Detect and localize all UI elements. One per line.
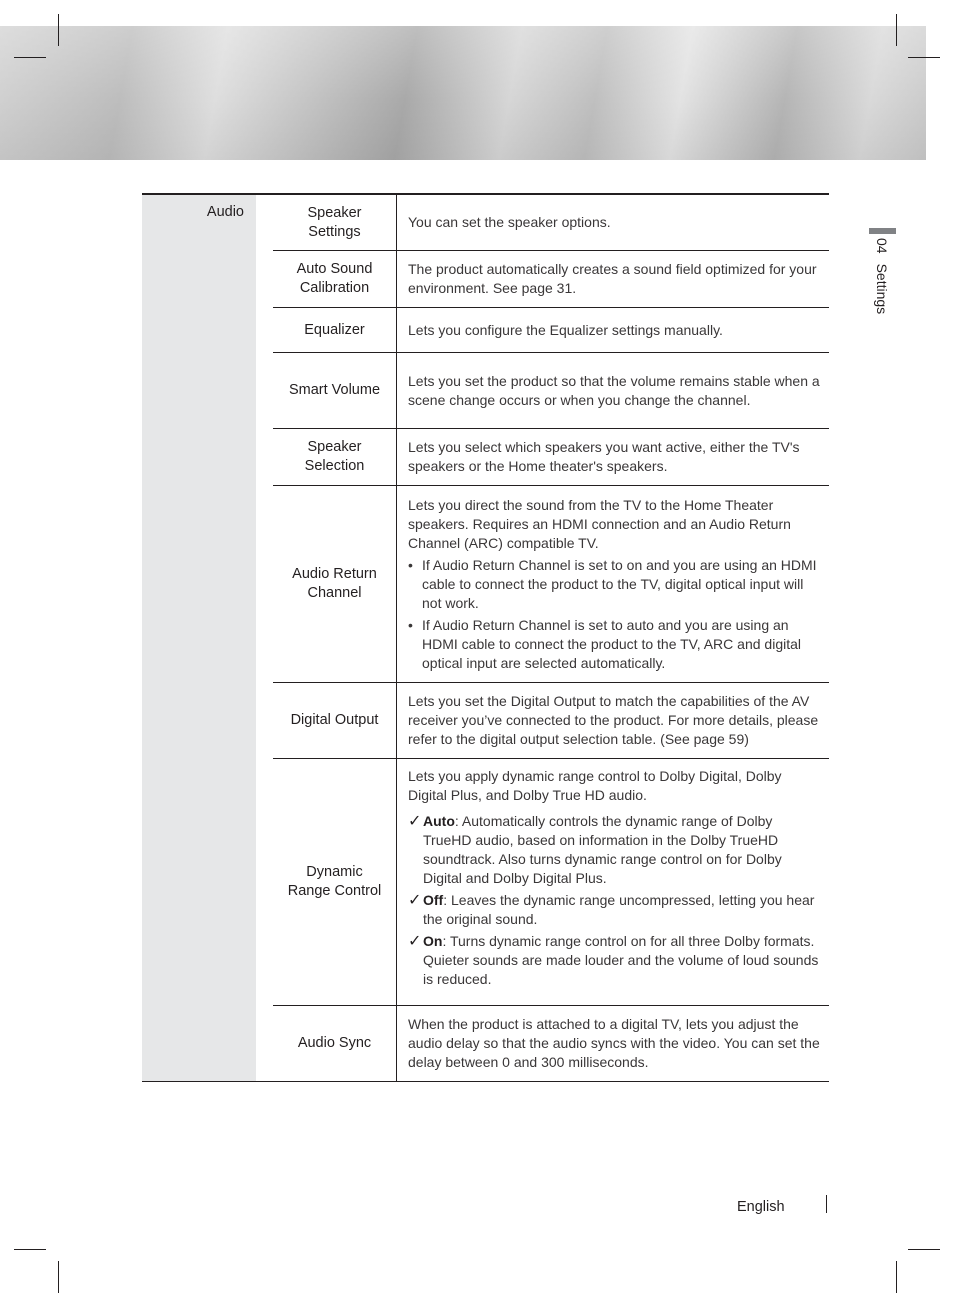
chapter-tab	[874, 238, 890, 314]
bullet-icon: •	[408, 556, 413, 573]
checkmark-icon: ✓	[408, 933, 422, 950]
setting-name: Audio Sync	[273, 1006, 397, 1081]
crop-mark	[58, 1261, 59, 1293]
setting-name: Audio Return Channel	[273, 486, 397, 682]
category-column	[142, 193, 256, 1082]
table-row	[273, 1006, 829, 1081]
checkmark-icon: ✓	[408, 892, 422, 909]
bullet-icon: •	[408, 616, 413, 633]
table-row	[273, 486, 829, 683]
setting-name: Equalizer	[273, 308, 397, 352]
option-term: Off	[423, 892, 444, 908]
bullet-item	[408, 556, 821, 613]
table-row	[273, 429, 829, 486]
setting-name: Digital Output	[273, 683, 397, 758]
checkmark-icon: ✓	[408, 813, 422, 830]
description-text: Lets you set the Digital Output to match the capabilities of the AV receiver you’ve connected to the product. For more details, please refer to the digital output selection table. (See page 59)	[408, 693, 819, 747]
table-bottom-rule	[142, 1081, 829, 1082]
crop-mark	[896, 14, 897, 46]
table-row	[273, 251, 829, 308]
setting-description	[397, 759, 829, 1005]
footer-divider	[826, 1195, 827, 1213]
setting-name: Auto Sound Calibration	[273, 251, 397, 307]
setting-description	[397, 308, 829, 352]
description-text: Lets you set the product so that the volume remains stable when a scene change occurs or when you change the channel.	[408, 372, 820, 408]
setting-name: Speaker Settings	[273, 195, 397, 250]
option-description: : Turns dynamic range control on for all three Dolby formats. Quieter sounds are made louder and the volume of loud sounds is reduced.	[423, 933, 819, 987]
description-text: The product automatically creates a sound field optimized for your environment. See page 31.	[408, 261, 817, 296]
chapter-title: Settings	[874, 263, 890, 315]
setting-description	[397, 195, 829, 250]
description-text: Lets you apply dynamic range control to Dolby Digital, Dolby Digital Plus, and Dolby True HD audio.	[408, 768, 782, 803]
settings-table	[142, 193, 829, 1082]
table-row	[273, 759, 829, 1006]
table-row	[273, 195, 829, 251]
setting-description	[397, 251, 829, 307]
category-label: Audio	[206, 204, 244, 220]
setting-name: Speaker Selection	[273, 429, 397, 485]
description-text: Lets you select which speakers you want active, either the TV's speakers or the Home theater's speakers.	[408, 439, 800, 474]
crop-mark	[896, 1261, 897, 1293]
check-text	[423, 932, 821, 989]
settings-rows	[273, 195, 829, 1081]
table-row	[273, 308, 829, 353]
setting-description	[397, 429, 829, 485]
footer-language: English	[737, 1199, 785, 1215]
check-item	[408, 932, 821, 989]
description-text: When the product is attached to a digital TV, lets you adjust the audio delay so that the audio syncs with the video. You can set the delay between 0 and 300 milliseconds.	[408, 1016, 820, 1070]
chapter-number: 04	[874, 238, 890, 254]
description-text: Lets you configure the Equalizer settings manually.	[408, 321, 723, 338]
bullet-item	[408, 616, 821, 673]
setting-name: Smart Volume	[273, 353, 397, 428]
description-text: Lets you direct the sound from the TV to the Home Theater speakers. Requires an HDMI connection and an Audio Return Channel (ARC) compatible TV.	[408, 496, 791, 551]
setting-description	[397, 353, 829, 428]
bullet-text: If Audio Return Channel is set to auto and you are using an HDMI cable to connect the product to the TV, ARC and digital optical input are selected automatically.	[422, 616, 801, 671]
setting-name: Dynamic Range Control	[273, 759, 397, 1005]
description-text: You can set the speaker options.	[408, 214, 611, 230]
setting-description	[397, 1006, 829, 1081]
crop-mark	[14, 1249, 46, 1250]
setting-description	[397, 683, 829, 758]
option-term: On	[423, 933, 443, 949]
check-item	[408, 891, 821, 929]
option-description: : Leaves the dynamic range uncompressed, letting you hear the original sound.	[423, 892, 815, 927]
option-description: : Automatically controls the dynamic range of Dolby TrueHD audio, based on information in the Dolby TrueHD soundtrack. Also turns dynamic range control on for Dolby Digital and Dolby Digital Plus.	[423, 813, 782, 886]
chapter-tab-marker	[869, 228, 896, 234]
crop-mark	[908, 1249, 940, 1250]
bullet-text: If Audio Return Channel is set to on and you are using an HDMI cable to connect the product to the TV, digital optical input will not work.	[422, 556, 817, 611]
table-row	[273, 683, 829, 759]
check-item	[408, 812, 821, 888]
table-row	[273, 353, 829, 429]
check-text	[423, 891, 821, 929]
header-banner	[0, 26, 926, 160]
option-term: Auto	[423, 813, 455, 829]
crop-mark	[58, 14, 59, 46]
crop-mark	[908, 57, 940, 58]
crop-mark	[14, 57, 46, 58]
check-text	[423, 812, 821, 888]
setting-description	[397, 486, 829, 682]
